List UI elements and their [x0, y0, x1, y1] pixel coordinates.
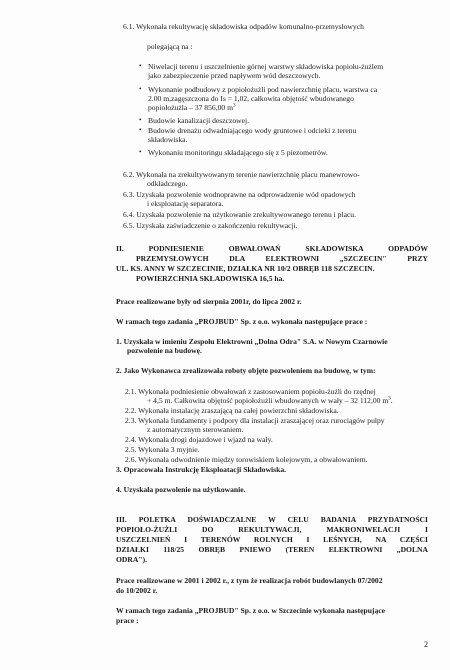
section-2-heading: II. PODNIESIENIE OBWAŁOWAŃ SKŁADOWISKA ODPADÓW: [116, 244, 428, 253]
page-number: 2: [424, 640, 428, 649]
section-2-point-1-cont: pozwolenie na budowę.: [127, 346, 202, 355]
section-3-period-cont: do 10/2002 r.: [116, 586, 158, 595]
item-6-5: 6.5. Uzyskała zaświadczenie o zakończeniu rekultywacji.: [123, 221, 298, 230]
section-2-heading-l2: PRZEMYSŁOWYCH DLA ELEKTROWNI „SZCZECIN" PRZY: [136, 254, 428, 263]
section-3-scope: W ramach tego zadania „PROJBUD" Sp. z o.o. w Szczecinie wykonała następujące: [116, 606, 385, 615]
bullet-5: • Wykonaniu monitoringu składającego się z 5 piezometrów.: [148, 148, 328, 157]
item-2-5: 2.5. Wykonała 3 myjnie.: [125, 445, 200, 454]
bullet-4-cont: składowiska.: [148, 135, 188, 144]
item-6-1: 6.1. Wykonała rekultywację składowiska odpadów komunalno-przemysłowych: [123, 22, 364, 31]
section-3-heading: III. POLETKA DOŚWIADCZALNE W CELU BADANIA PRZYDATNOŚCI: [116, 515, 428, 524]
section-2-point-3: 3. Opracowała Instrukcję Eksploatacji Składowiska.: [116, 465, 287, 474]
item-2-2: 2.2. Wykonała instalację zraszającą na całej powierzchni składowiska.: [125, 406, 339, 415]
bullet-2-cont: 2.00 m,zagęszczona do Is = 1,02, całkowita objętość wbudowanego: [148, 94, 354, 103]
section-2-heading-l3: UL. KS. ANNY W SZCZECINIE, DZIAŁKA NR 10/2 OBRĘB 118 SZCZECIN.: [116, 264, 375, 273]
section-3-scope-cont: prace :: [116, 616, 139, 625]
bullet-4: • Budowie drenażu odwadniającego wody gruntowe i odcieki z terenu: [148, 126, 356, 135]
bullet-1: • Niwelacji terenu i uszczelnienie górnej warstwy składowiska popiołu-żużlem: [148, 62, 383, 71]
item-6-3-cont: i eksploatację separatora.: [147, 199, 224, 208]
section-2-heading-l4: POWIERZCHNIA SKŁADOWISKA 16,5 ha.: [136, 274, 285, 283]
item-2-3-cont: z automatycznym sterowaniem.: [147, 425, 244, 434]
item-2-1: 2.1. Wykonała podniesienie obwałowań z zastosowaniem popiołu-żużli do rzędnej: [125, 387, 376, 396]
section-3-period: Prace realizowane w 2001 i 2002 r., z tym że realizacja robót budowlanych 07/2002: [116, 576, 383, 585]
bullet-2-cont2: popiołożużla – 37 856,00 $m^3$: [148, 103, 236, 112]
bullet-3: • Budowie kanalizacji deszczowej.: [148, 116, 249, 125]
section-2-point-4: 4. Uzyskała pozwolenie na użytkowanie.: [116, 485, 246, 494]
section-2-scope: W ramach tego zadania „PROJBUD" Sp. z o.o. wykonała następujące prace :: [116, 317, 368, 326]
section-2-point-1: 1. Uzyskała w imieniu Zespołu Elektrowni „Dolna Odra" S.A. w Nowym Czarnowie: [116, 337, 388, 346]
item-2-6: 2.6. Wykonała odwodnienie między torowiskiem kolejowym, a obwałowaniem.: [125, 455, 368, 464]
item-2-1-cont: + 4,5 m. Całkowita objętość popiołożużli wbudowanych w wały – 32 112,00 $m^3$.: [147, 396, 393, 405]
section-2-period: Prace realizowane były od sierpnia 2001r, do lipca 2002 r.: [116, 297, 302, 306]
bullet-1-cont: jako zabezpieczenie przed napływem wód deszczowych.: [148, 71, 321, 80]
section-3-heading-l3: USZCZELNIEŃ I TERENÓW ROLNYCH I LEŚNYCH, NA CZĘŚCI: [116, 535, 428, 544]
item-6-2: 6.2. Wykonała na zrekultywowanym terenie nawierzchnię placu manewrowo-: [123, 170, 360, 179]
item-6-4: 6.4. Uzyskała pozwolenie na użytkowanie zrekultywowanego terenu i placu.: [123, 210, 357, 219]
item-6-2-cont: odkładczego.: [147, 179, 188, 188]
item-2-4: 2.4. Wykonała drogi dojazdowe i wjazd na wały.: [125, 435, 273, 444]
section-2-point-2: 2. Jako Wykonawca zrealizowała roboty objęte pozwoleniem na budowę, w tym:: [116, 366, 376, 375]
section-3-heading-l4: DZIAŁKI 118/25 OBRĘB PNIEWO (TEREN ELEKTROWNI „DOLNA: [116, 545, 428, 554]
item-6-1-cont: polegającą na :: [147, 42, 193, 51]
section-3-heading-l2: POPIOŁO-ŻUŻLI DO REKULTYWACJI, MAKRONIWELACJI I: [116, 525, 428, 534]
item-6-3: 6.3. Uzyskała pozwolenie wodnoprawne na odprowadzenie wód opadowych: [123, 190, 356, 199]
item-2-3: 2.3. Wykonała fundamenty i podpory dla instalacji zraszającej oraz rurociągów pulpy: [125, 416, 385, 425]
bullet-2: • Wykonanie podbudowy z popiołożużli pod nawierzchnię placu, warstwa ca: [148, 85, 377, 94]
section-3-heading-l5: ODRA").: [116, 555, 148, 564]
